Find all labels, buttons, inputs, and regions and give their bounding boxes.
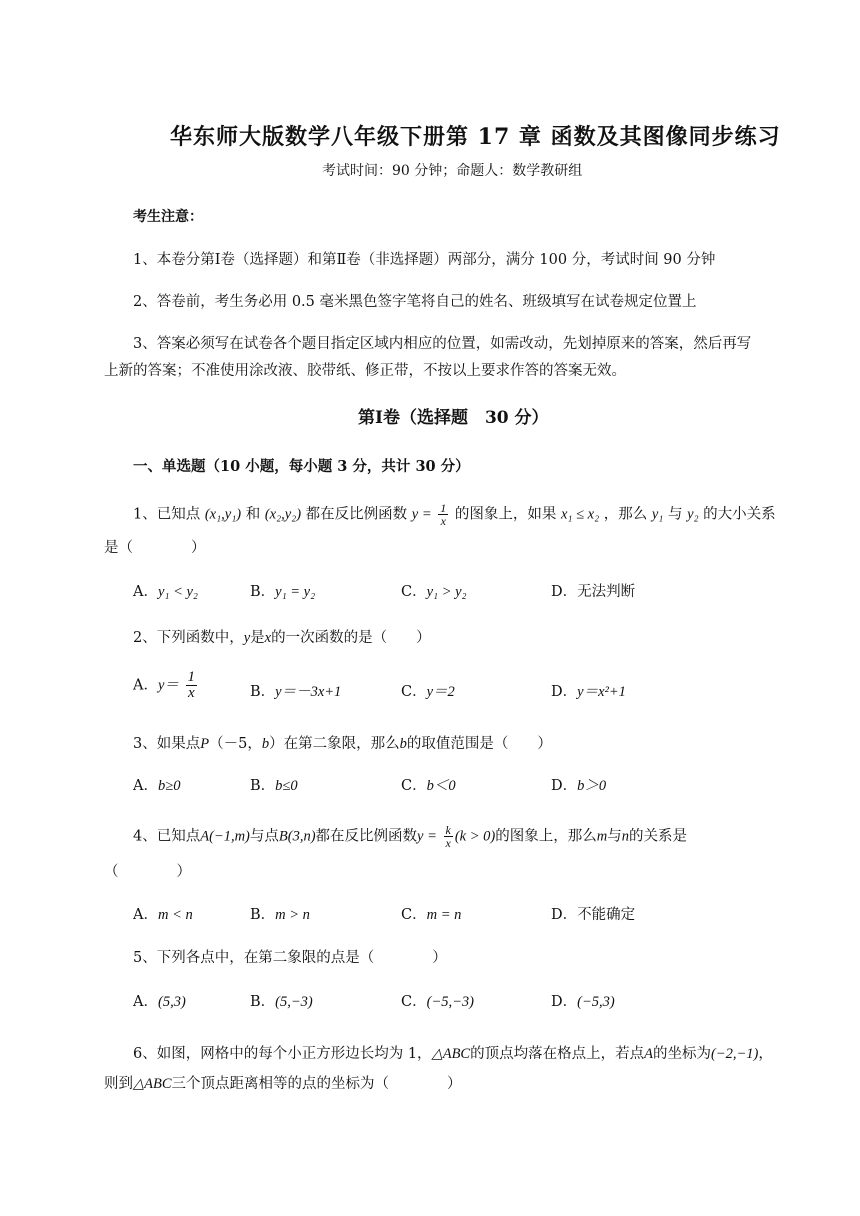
notice-item-3-cont: 上新的答案；不准使用涂改液、胶带纸、修正带，不按以上要求作答的答案无效。 [104, 363, 626, 379]
question-3-stem: 3、如果点P（－5，b）在第二象限，那么b的取值范围是（ ） [133, 736, 552, 752]
q1-option-c: C．y₁ > y₂ [401, 584, 467, 600]
question-1-stem-cont: 是（ ） [104, 540, 206, 556]
notice-item-1: 1、本卷分第Ⅰ卷（选择题）和第Ⅱ卷（非选择题）两部分，满分 100 分，考试时间 90 分钟 [133, 252, 716, 268]
q2-option-c: C．y＝2 [401, 684, 455, 700]
q1-condition: x₁ ≤ x₂ [560, 506, 600, 523]
notice-heading: 考生注意： [133, 209, 203, 225]
q1-point-2: (x₂,y₂) [264, 506, 302, 523]
q5-option-d: D．(−5,3) [551, 994, 615, 1010]
q3-option-c: C．b＜0 [401, 778, 456, 794]
q1-y1: y₁ [651, 506, 664, 523]
document-title: 华东师大版数学八年级下册第 17 章 函数及其图像同步练习 [170, 124, 781, 150]
q1-mid: 都在反比例函数 [305, 506, 408, 523]
q5-option-c: C．(−5,−3) [401, 994, 474, 1010]
q1-and: 和 [245, 506, 261, 523]
question-6-stem: 6、如图，网格中的每个小正方形边长均为 1，△ABC的顶点均落在格点上，若点A的坐标为(−2,−1)， [133, 1046, 773, 1062]
q2-option-b: B．y＝－3x+1 [250, 684, 342, 700]
q3-option-d: D．b＞0 [551, 778, 607, 794]
q2-a-fraction: $\frac{1}{x}$ [187, 669, 196, 701]
q1-option-a: A．y₁ < y₂ [133, 584, 198, 600]
q2-option-d: D．y＝x²+1 [551, 684, 626, 700]
q5-option-a: A．(5,3) [133, 994, 186, 1010]
q1-option-b: B．y₁ = y₂ [250, 584, 316, 600]
q5-option-b: B．(5,−3) [250, 994, 313, 1010]
part-title: 一、单选题（10 小题，每小题 3 分，共计 30 分） [133, 458, 470, 475]
q1-tail-1: 的图象上，如果 [454, 506, 557, 523]
q3-option-b: B．b≤0 [250, 778, 298, 794]
question-6-stem-cont: 则到△ABC三个顶点距离相等的点的坐标为（ ） [104, 1076, 462, 1092]
section-title: 第Ⅰ卷（选择题 30 分） [358, 408, 549, 428]
q1-option-d: D．无法判断 [551, 584, 636, 600]
q1-prefix: 1、已知点 [133, 506, 201, 523]
q1-tail-3: 的大小关系 [703, 506, 776, 523]
q1-fraction [438, 502, 448, 527]
q3-option-a: A．b≥0 [133, 778, 181, 794]
q1-tail-2: ，那么 [603, 506, 648, 523]
q4-option-d: D．不能确定 [551, 907, 636, 923]
q2-option-a: A．y＝ $\frac{1}{x}$ [133, 669, 196, 701]
notice-item-2: 2、答卷前，考生务必用 0.5 毫米黑色签字笔将自己的姓名、班级填写在试卷规定位置上 [133, 294, 697, 310]
q1-point-1: (x₁,y₁) [204, 506, 242, 523]
question-2-stem: 2、下列函数中，y是x的一次函数的是（ ） [133, 630, 431, 646]
question-1-stem [133, 502, 776, 527]
q1-frac-num: 1 [440, 501, 447, 515]
q1-func-lhs: y = [411, 506, 432, 523]
q4-fraction: $\frac{k}{x}$ [445, 823, 451, 850]
q4-option-a: A．m < n [133, 907, 193, 923]
q4-option-c: C．m = n [401, 907, 462, 923]
question-5-stem: 5、下列各点中，在第二象限的点是（ ） [133, 950, 447, 966]
q1-y2: y₂ [687, 506, 699, 523]
question-4-stem: 4、已知点A(−1,m)与点B(3,n)都在反比例函数y = $\frac{k}{x}$ (k > 0)的图象上，那么m与n的关系是 [133, 823, 687, 850]
exam-info: 考试时间：90 分钟；命题人：数学教研组 [322, 163, 583, 179]
notice-item-3: 3、答案必须写在试卷各个题目指定区域内相应的位置，如需改动，先划掉原来的答案，然后再写 [133, 336, 752, 352]
q4-option-b: B．m > n [250, 907, 310, 923]
question-4-stem-cont: （ ） [104, 864, 191, 880]
q1-frac-den: x [440, 514, 446, 528]
q1-with: 与 [667, 506, 683, 523]
